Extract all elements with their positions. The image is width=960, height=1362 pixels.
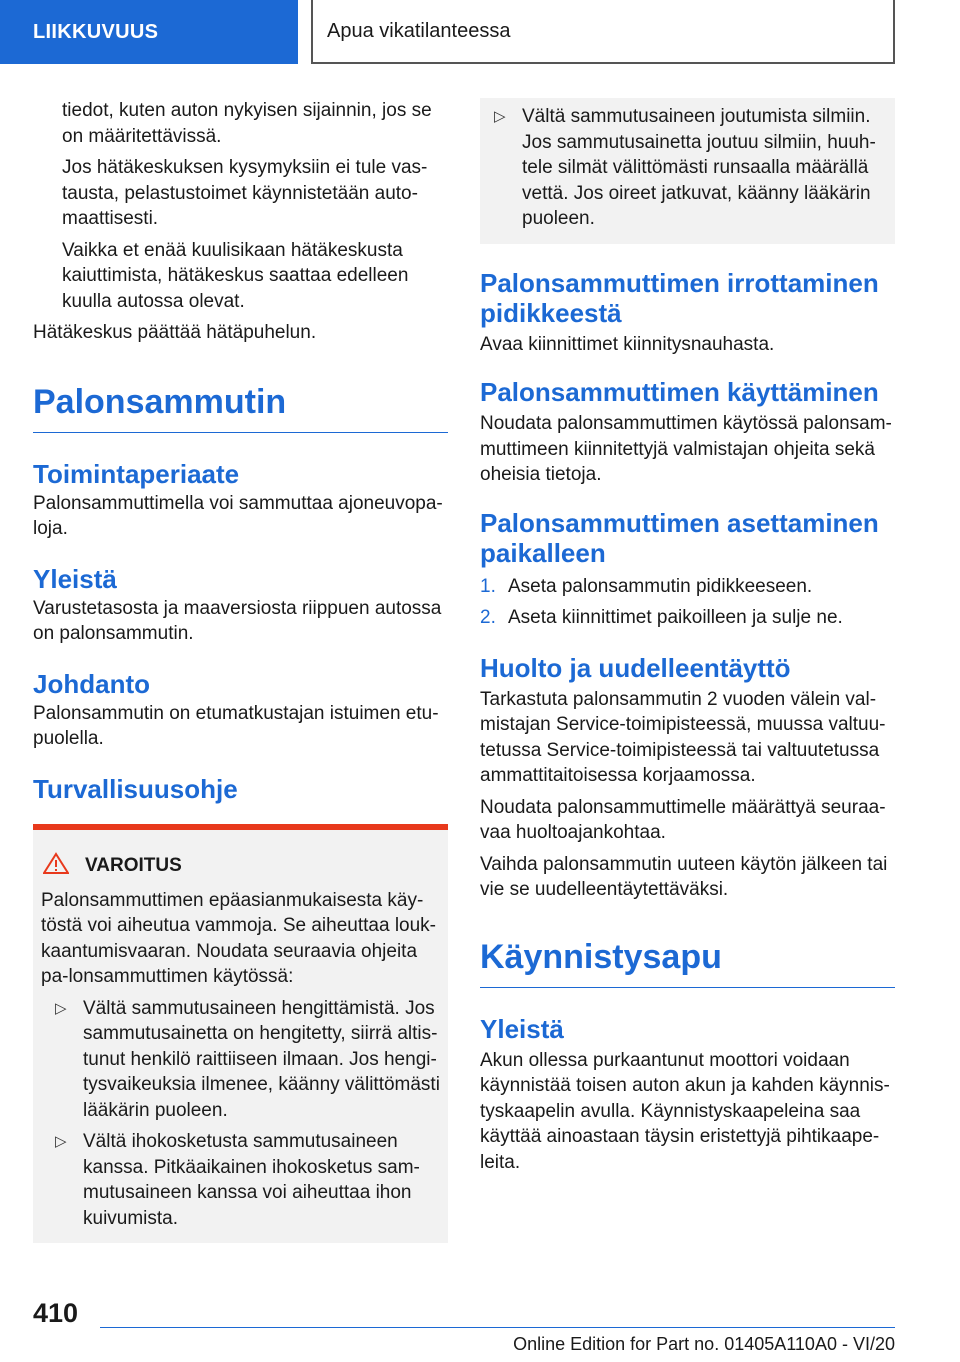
- subheading-principle: Toimintaperiaate: [33, 458, 240, 489]
- subheading-safety: Turvallisuusohje: [33, 773, 238, 804]
- triangle-bullet-icon: ▷: [55, 999, 67, 1017]
- paragraph: Hätäkeskus päättää hätäpuhelun.: [33, 322, 317, 343]
- chapter-header: [311, 0, 895, 64]
- numbered-step: 1. Aseta palonsammutin pidikkeeseen.: [480, 574, 895, 600]
- list-item: ▷ Vältä ihokosketusta sammutusaineen kanssa. Pitkäaikainen ihokosketus sam-mutusaineen kanssa voi aiheuttaa ihon kuivumista.: [55, 1131, 420, 1229]
- left-column: [33, 98, 448, 1243]
- warning-box: [33, 824, 448, 1244]
- paragraph: Akun ollessa purkaantunut moottori voidaan käynnistää toisen auton akun ja kahden käynnis-tyskaapelin avulla. Käynnistyskaapeleina saa käyttää ainoastaan täysin eristettyjä pihtikaape-leita.: [480, 1049, 890, 1173]
- subheading-using: Palonsammuttimen käyttäminen: [480, 377, 879, 407]
- list-item: ▷ Vältä sammutusaineen joutumista silmiin. Jos sammutusainetta joutuu silmiin, huuh-tele silmät välittömästi runsaalla määrällä vettä. Jos oireet jatkuvat, käänny lääkärin puoleen.: [494, 106, 876, 229]
- subheading-placing: Palonsammuttimen asettaminen paikalleen: [480, 507, 879, 568]
- section-heading-jump-start: Käynnistysapu: [480, 937, 895, 988]
- warning-title: [41, 852, 440, 880]
- footer-edition: Online Edition for Part no. 01405A110A0 - VI/20: [513, 1334, 895, 1354]
- warning-text: Palonsammuttimen epäasianmukaisesta käy-töstä voi aiheutua vammoja. Se aiheuttaa louk-kaantumisvaaran. Noudata seuraavia ohjeita pa-lonsammuttimen käytössä:: [41, 889, 437, 987]
- subheading-maintenance: Huolto ja uudelleentäyttö: [480, 652, 791, 683]
- subheading-removing: Palonsammuttimen irrottaminen pidikkeestä: [480, 267, 879, 328]
- section-label: LIIKKUVUUS: [33, 20, 159, 43]
- subheading-general: Yleistä: [480, 1013, 564, 1044]
- paragraph: Palonsammutin on etumatkustajan istuimen etu-puolella.: [33, 702, 439, 749]
- list-item: ▷ Vältä sammutusaineen hengittämistä. Jos sammutusainetta on hengitetty, siirrä altis-tunut henkilö raittiiseen ilmaan. Jos hengi-tysvaikeuksia ilmenee, käänny välittömästi lääkärin puoleen.: [55, 997, 440, 1121]
- page-number: 410: [33, 1298, 79, 1328]
- numbered-step: 2. Aseta kiinnittimet paikoilleen ja sulje ne.: [480, 605, 895, 631]
- step-number: 2.: [480, 607, 496, 628]
- paragraph: Palonsammuttimella voi sammuttaa ajoneuvopa-loja.: [33, 492, 443, 539]
- subheading-intro: Johdanto: [33, 668, 150, 699]
- triangle-bullet-icon: ▷: [55, 1133, 67, 1150]
- step-number: 1.: [480, 575, 496, 597]
- paragraph: Noudata palonsammuttimelle määrättyä seuraa-vaa huoltoajankohtaa.: [480, 796, 886, 843]
- warning-triangle-icon: [41, 852, 85, 880]
- footer-divider: [100, 1327, 895, 1328]
- warning-continuation-panel: [480, 98, 895, 244]
- section-tab[interactable]: [0, 0, 298, 64]
- paragraph: Vaikka et enää kuulisikaan hätäkeskusta kaiuttimista, hätäkeskus saattaa edelleen kuulla autossa olevat.: [62, 239, 409, 312]
- triangle-bullet-icon: ▷: [494, 108, 506, 125]
- paragraph: Noudata palonsammuttimen käytössä palonsam-muttimeen kiinnitettyjä valmistajan ohjeita sekä oheisia tietoja.: [480, 413, 892, 485]
- paragraph: Avaa kiinnittimet kiinnitysnauhasta.: [480, 333, 775, 355]
- paragraph: tiedot, kuten auton nykyisen sijainnin, jos se on määritettävissä.: [62, 100, 432, 147]
- section-heading-fire-extinguisher: Palonsammutin: [33, 382, 448, 433]
- paragraph: Tarkastuta palonsammutin 2 vuoden välein val-mistajan Service-toimipisteessä, muussa valtuu-tetussa Service-toimipisteessä tai valtuutetussa ammattitaitoisessa korjaamossa.: [480, 688, 886, 786]
- paragraph: Jos hätäkeskuksen kysymyksiin ei tule vas-tausta, pelastustoimet käynnistetään auto-maattisesti.: [62, 157, 428, 229]
- paragraph: Varustetasosta ja maaversiosta riippuen autossa on palonsammutin.: [33, 597, 442, 644]
- warning-label: VAROITUS: [85, 854, 182, 876]
- subheading-general: Yleistä: [33, 563, 117, 594]
- right-column: [480, 98, 895, 1175]
- chapter-label: Apua vikatilanteessa: [327, 19, 511, 42]
- paragraph: Vaihda palonsammutin uuteen käytön jälkeen tai vie se uudelleentäytettäväksi.: [480, 853, 888, 900]
